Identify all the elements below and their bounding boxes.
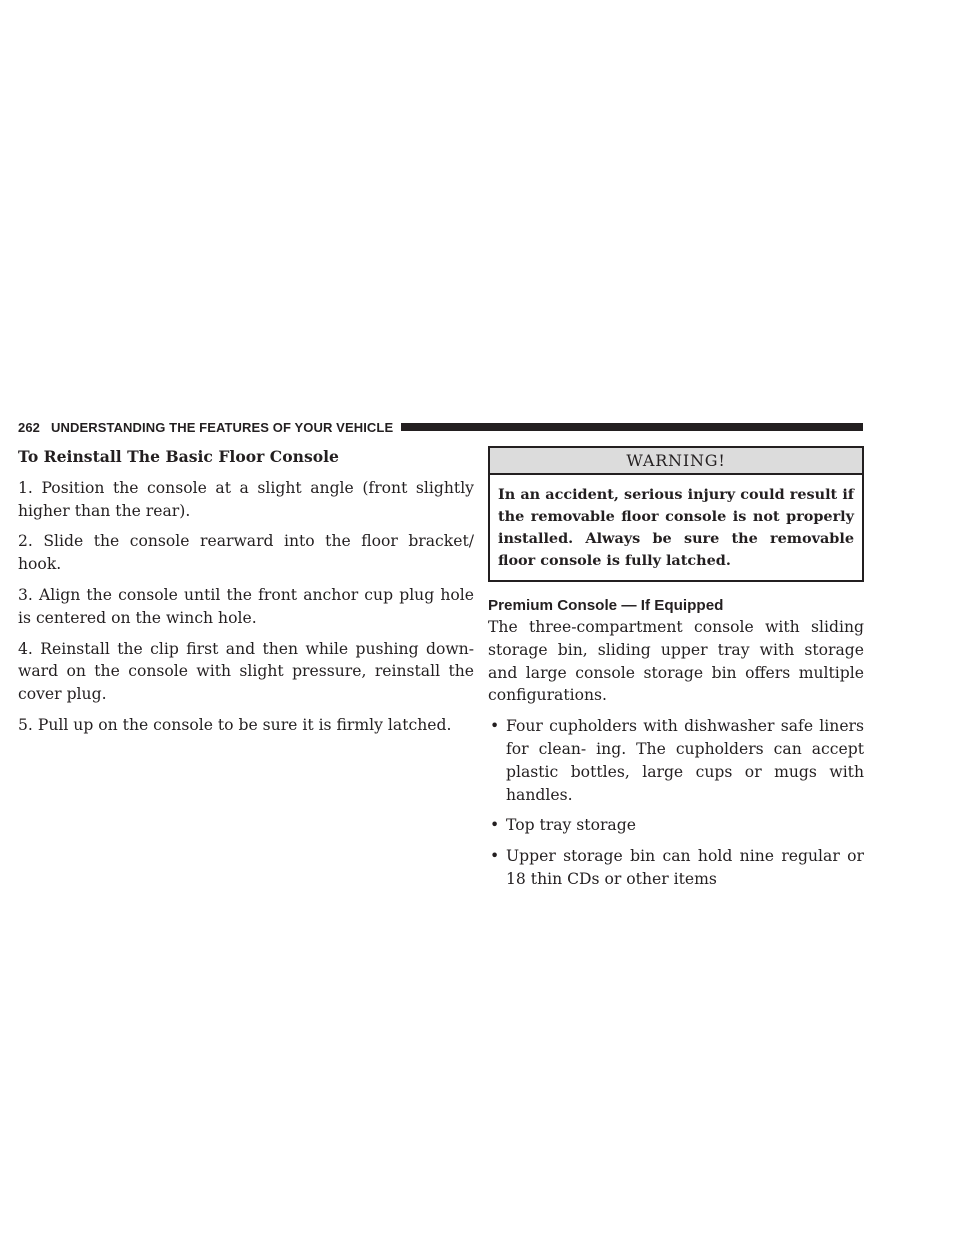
right-column	[488, 446, 864, 899]
left-column	[18, 446, 474, 745]
list-item-text: Top tray storage	[506, 816, 636, 835]
list-item	[488, 814, 864, 837]
warning-box	[488, 446, 864, 582]
premium-console-heading: Premium Console — If Equipped	[488, 597, 724, 614]
header-rule	[401, 423, 863, 431]
warning-title: WARNING!	[490, 448, 862, 475]
step-3: 3. Align the console until the front anchor cup plug hole is centered on the winch hole.	[18, 585, 474, 627]
list-item-text: Upper storage bin can hold nine regular or 18 thin CDs or other items	[506, 847, 864, 888]
premium-console-intro: The three-compartment console with sliding storage bin, sliding upper tray with storage and large console storage bin offers multiple configurations.	[488, 618, 864, 705]
running-head	[18, 418, 863, 436]
section-title: UNDERSTANDING THE FEATURES OF YOUR VEHICLE	[51, 419, 394, 435]
step-5: 5. Pull up on the console to be sure it is firmly latched.	[18, 715, 452, 734]
list-item	[488, 715, 864, 806]
step-4: 4. Reinstall the clip first and then while pushing down- ward on the console with slight pressure, reinstall the cover plug.	[18, 639, 474, 704]
page-number: 262	[18, 419, 40, 435]
step-1: 1. Position the console at a slight angle (front slightly higher than the rear).	[18, 478, 474, 520]
list-item-text: Four cupholders with dishwasher safe liners for clean- ing. The cupholders can accept plastic bottles, large cups or mugs with handles.	[506, 717, 864, 804]
list-item	[488, 845, 864, 891]
step-2: 2. Slide the console rearward into the floor bracket/ hook.	[18, 532, 474, 574]
reinstall-heading: To Reinstall The Basic Floor Console	[18, 447, 339, 466]
warning-text: In an accident, serious injury could result if the removable floor console is not properly installed. Always be sure the removable floor console is fully latched.	[498, 486, 854, 569]
bullet-icon: •	[490, 816, 500, 835]
bullet-icon: •	[490, 717, 500, 736]
bullet-icon: •	[490, 847, 500, 866]
feature-list	[488, 715, 864, 891]
